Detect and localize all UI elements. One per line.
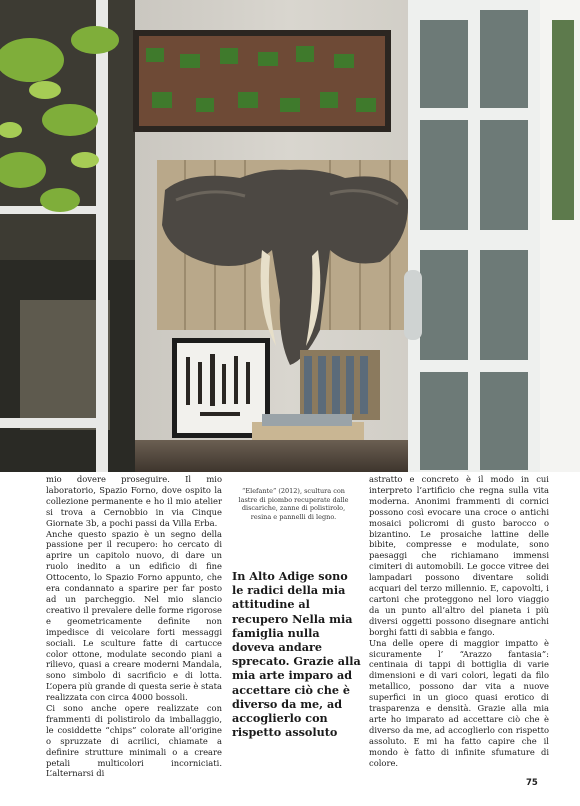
paragraph: mio dovere proseguire. Il mio laboratorio, Spazio Forno, dove ospito la collezione permanente e ho il mio atelier si trova a Cernobbio in via Cinque Giornate 3b, a pochi passi da Villa Erba. <box>46 474 222 528</box>
pull-quote: In Alto Adige sono le radici della mia attitudine al recupero Nella mia famiglia nulla doveva andare sprecato. Grazie alla mia arte imparo ad accettare ciò che è diverso da me, ad accoglierlo con rispetto assoluto <box>232 569 361 740</box>
article-column-left <box>46 474 222 779</box>
paragraph: astratto e concreto è il modo in cui interpreto l’artificio che regna sulla vita moderna. Anonimi frammenti di cornici possono così evocare una croce o antichi mosaici policromi di gusto barocco o bizantino. Le prosaiche lattine delle bibite, compresse e modulate, sono paesaggi che richiamano immensi cimiteri di automobili. Le gocce vitree dei lampadari possono diventare solidi acquari del terzo millennio. E, capovolti, i cartoni che proteggono nel loro viaggio da un punto all’altro del pianeta i più diversi oggetti possono disegnare antichi borghi fatti di sabbia e fango. <box>369 474 549 637</box>
photo-caption: “Elefante” (2012), scultura con lastre di piombo recuperate dalle discariche, zanne di polistirolo, resina e pannelli di legno. <box>238 487 349 521</box>
page-number: 75 <box>526 778 538 788</box>
article-column-right <box>369 474 549 768</box>
paragraph: Ci sono anche opere realizzate con frammenti di polistirolo da imballaggio, le cosiddette “chips” colorate all’origine o spruzzate di acrilici, chiamate a definire strutture minimali o a creare petali multicolori incorniciati. L’alternarsi di <box>46 703 222 779</box>
paragraph: Anche questo spazio è un segno della passione per il recupero: ho cercato di aprire un capitolo nuovo, di dare un ruolo inedito a un edificio di fine Ottocento, lo Spazio Forno appunto, che era condannato a sparire per far posto ad un parcheggio. Nel mio slancio creativo il prevalere delle forme rigorose e geometricamente definite non impedisce di veicolare forti messaggi sociali. Le sculture fatte di cartucce color ottone, modulate secondo piani a rilievo, quasi a creare moderni Mandala, sono simbolo di sacrificio e di lotta. L’opera più grande di questa serie è stata realizzata con circa 4000 bossoli. <box>46 528 222 703</box>
paragraph: Una delle opere di maggior impatto è sicuramente l’ “Arazzo fantasia”: centinaia di tappi di bottiglia di varie dimensioni e di vari colori, legati da filo metallico, possono dar vita a nuove superfici in un gioco quasi erotico di trasparenza e densità. Grazie alla mia arte ho imparato ad accettare ciò che è diverso da me, ad accoglierlo con rispetto assoluto. E mi ha fatto capire che il mondo è fatto di infinite sfumature di colore. <box>369 637 549 768</box>
